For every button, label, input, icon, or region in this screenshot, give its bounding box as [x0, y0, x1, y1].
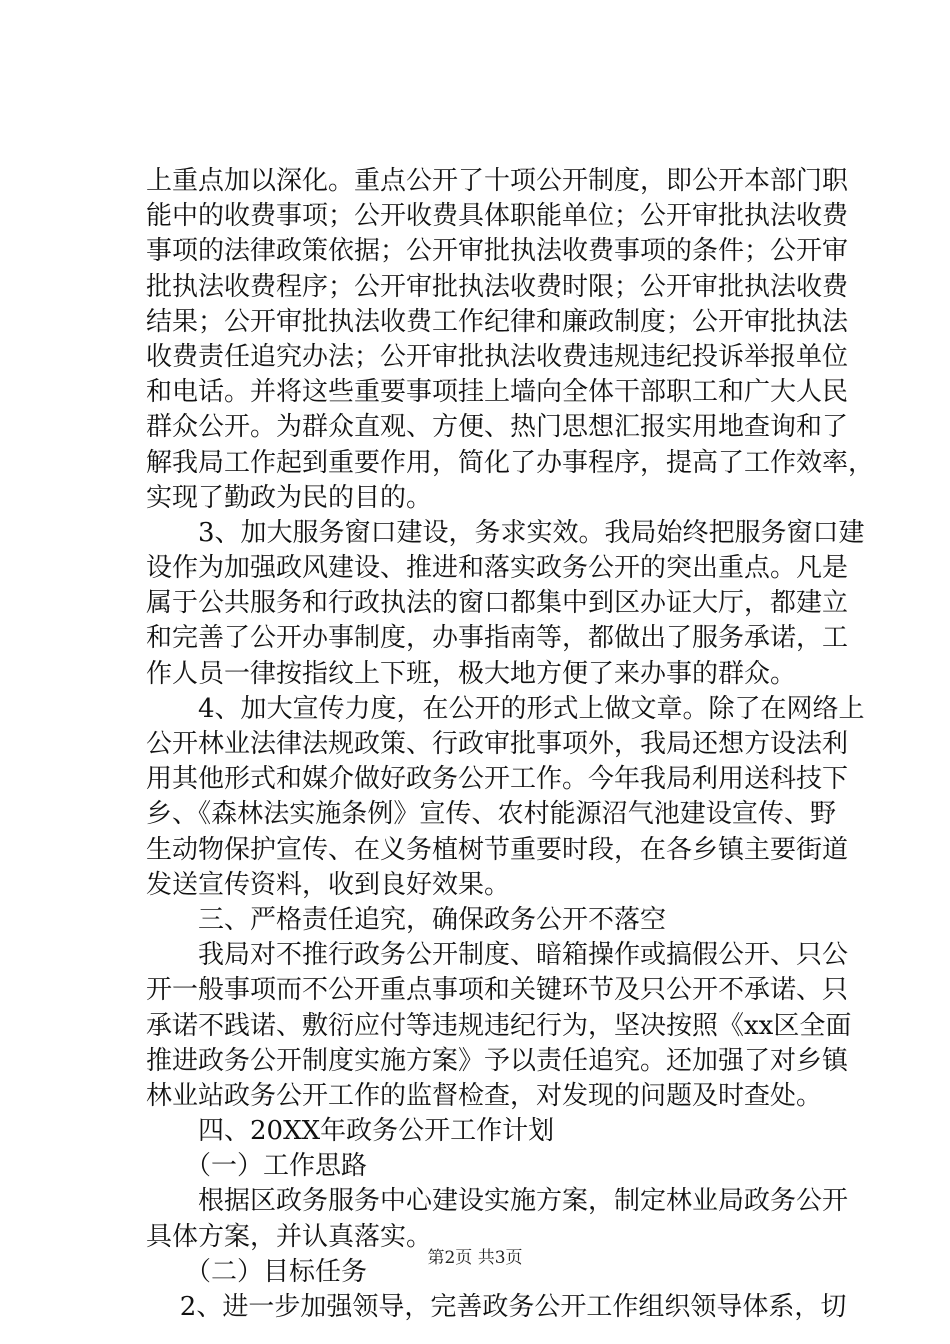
text-line: 发送宣传资料，收到良好效果。	[146, 869, 511, 900]
text-line: 和电话。并将这些重要事项挂上墙向全体干部职工和广大人民	[146, 377, 849, 408]
text-line: 开一般事项而不公开重点事项和关键环节及只公开不承诺、只	[146, 975, 849, 1006]
text-line: 2、进一步加强领导，完善政务公开工作组织领导体系，切	[179, 1292, 847, 1322]
text-line: 实现了勤政为民的目的。	[146, 482, 433, 513]
text-line: （一）工作思路	[185, 1151, 368, 1182]
text-line: 上重点加以深化。重点公开了十项公开制度，即公开本部门职	[146, 166, 849, 196]
text-line: 生动物保护宣传、在义务植树节重要时段，在各乡镇主要街道	[146, 834, 849, 865]
text-line: 四、20XX年政务公开工作计划	[198, 1116, 555, 1147]
text-line: 和完善了公开办事制度，办事指南等，都做出了服务承诺，工	[146, 623, 849, 654]
text-line: 公开林业法律法规政策、行政审批事项外，我局还想方设法利	[146, 729, 849, 759]
text-line: 收费责任追究办法；公开审批执法收费违规违纪投诉举报单位	[146, 341, 849, 372]
text-line: 属于公共服务和行政执法的窗口都集中到区办证大厅，都建立	[146, 588, 849, 619]
text-line: 事项的法律政策依据；公开审批执法收费事项的条件；公开审	[146, 236, 849, 267]
text-line: 具体方案，并认真落实。	[146, 1221, 433, 1252]
text-line: 能中的收费事项；公开收费具体职能单位；公开审批执法收费	[146, 201, 849, 232]
text-line: 推进政务公开制度实施方案》予以责任追究。还加强了对乡镇	[146, 1045, 849, 1076]
text-line: 我局对不推行政务公开制度、暗箱操作或搞假公开、只公	[198, 940, 849, 971]
text-line: 群众公开。为群众直观、方便、热门思想汇报实用地查询和了	[146, 412, 849, 443]
text-line: 用其他形式和媒介做好政务公开工作。今年我局利用送科技下	[146, 764, 849, 795]
text-line: 结果；公开审批执法收费工作纪律和廉政制度；公开审批执法	[146, 306, 849, 337]
text-line: （二）目标任务	[185, 1256, 368, 1287]
page-footer: 第2页 共3页	[427, 1248, 523, 1268]
text-line: 林业站政务公开工作的监督检查，对发现的问题及时查处。	[146, 1080, 823, 1111]
text-line: 批执法收费程序；公开审批执法收费时限；公开审批执法收费	[146, 271, 849, 302]
text-line: 根据区政务服务中心建设实施方案，制定林业局政务公开	[198, 1186, 849, 1217]
text-line: 三、严格责任追究，确保政务公开不落空	[198, 904, 667, 935]
document-body	[146, 164, 875, 1325]
text-line: 作人员一律按指纹上下班，极大地方便了来办事的群众。	[146, 658, 797, 689]
text-line: 乡、《森林法实施条例》宣传、农村能源沼气池建设宣传、野	[146, 799, 836, 830]
text-line: 3、加大服务窗口建设，务求实效。我局始终把服务窗口建	[198, 517, 865, 548]
text-line: 设作为加强政风建设、推进和落实政务公开的突出重点。凡是	[146, 553, 849, 584]
text-line: 4、加大宣传力度，在公开的形式上做文章。除了在网络上	[198, 693, 865, 724]
text-line: 承诺不践诺、敷衍应付等违规违纪行为，坚决按照《xx区全面	[146, 1010, 852, 1041]
text-line: 解我局工作起到重要作用，简化了办事程序，提高了工作效率，	[146, 447, 875, 478]
